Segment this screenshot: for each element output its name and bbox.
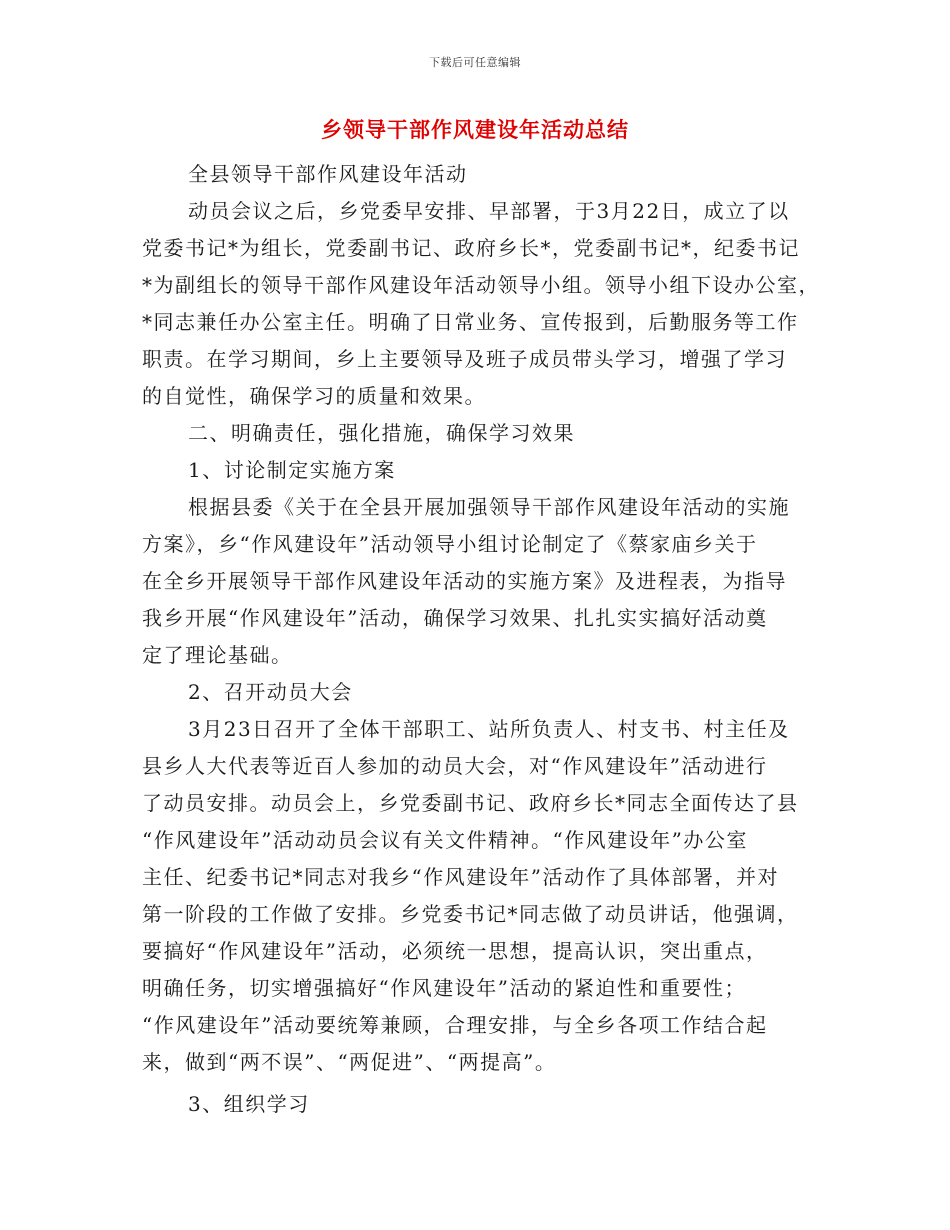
body-line: 定了理论基础。 [142, 643, 293, 667]
body-line: 我乡开展“作风建设年”活动，确保学习效果、扎扎实实搞好活动奠 [142, 606, 768, 630]
subsection-heading: 1、讨论制定实施方案 [188, 458, 396, 482]
body-line: 方案》，乡“作风建设年”活动领导小组讨论制定了《蔡家庙乡关于 [142, 532, 758, 556]
body-line: 主任、纪委书记*同志对我乡“作风建设年”活动作了具体部署，并对 [142, 865, 779, 889]
body-line: 了动员安排。动员会上，乡党委副书记、政府乡长*同志全面传达了县 [142, 791, 799, 815]
body-line: *为副组长的领导干部作风建设年活动领导小组。领导小组下设办公室， [142, 273, 820, 297]
body-line: *同志兼任办公室主任。明确了日常业务、宣传报到，后勤服务等工作 [142, 310, 799, 334]
body-line: 来，做到“两不误”、“两促进”、“两提高”。 [142, 1050, 557, 1074]
body-line: 明确任务，切实增强搞好“作风建设年”活动的紧迫性和重要性； [142, 976, 746, 1000]
body-line: 3月23日召开了全体干部职工、站所负责人、村支书、村主任及 [188, 717, 790, 741]
body-line: 第一阶段的工作做了安排。乡党委书记*同志做了动员讲话，他强调， [142, 902, 799, 926]
body-line: 党委书记*为组长，党委副书记、政府乡长*，党委副书记*，纪委书记 [142, 236, 800, 260]
body-line: 根据县委《关于在全县开展加强领导干部作风建设年活动的实施 [188, 495, 790, 519]
body-line: 要搞好“作风建设年”活动，必须统一思想，提高认识，突出重点， [142, 939, 768, 963]
document-title: 乡领导干部作风建设年活动总结 [321, 117, 629, 142]
body-line: 的自觉性，确保学习的质量和效果。 [142, 384, 486, 408]
body-line: 全县领导干部作风建设年活动 [188, 162, 468, 186]
body-line: “作风建设年”活动动员会议有关文件精神。“作风建设年”办公室 [142, 828, 748, 852]
body-line: 在全乡开展领导干部作风建设年活动的实施方案》及进程表，为指导 [142, 569, 787, 593]
subsection-heading: 2、召开动员大会 [188, 680, 353, 704]
subsection-heading: 3、组织学习 [188, 1092, 310, 1116]
body-line: “作风建设年”活动要统筹兼顾，合理安排，与全乡各项工作结合起 [142, 1013, 768, 1037]
body-line: 职责。在学习期间，乡上主要领导及班子成员带头学习，增强了学习 [142, 347, 787, 371]
section-heading: 二、明确责任，强化措施，确保学习效果 [188, 421, 575, 445]
page-header: 下载后可任意编辑 [429, 56, 521, 69]
body-line: 动员会议之后，乡党委早安排、早部署，于3月22日，成立了以 [188, 199, 790, 223]
body-line: 县乡人大代表等近百人参加的动员大会，对“作风建设年”活动进行 [142, 754, 768, 778]
